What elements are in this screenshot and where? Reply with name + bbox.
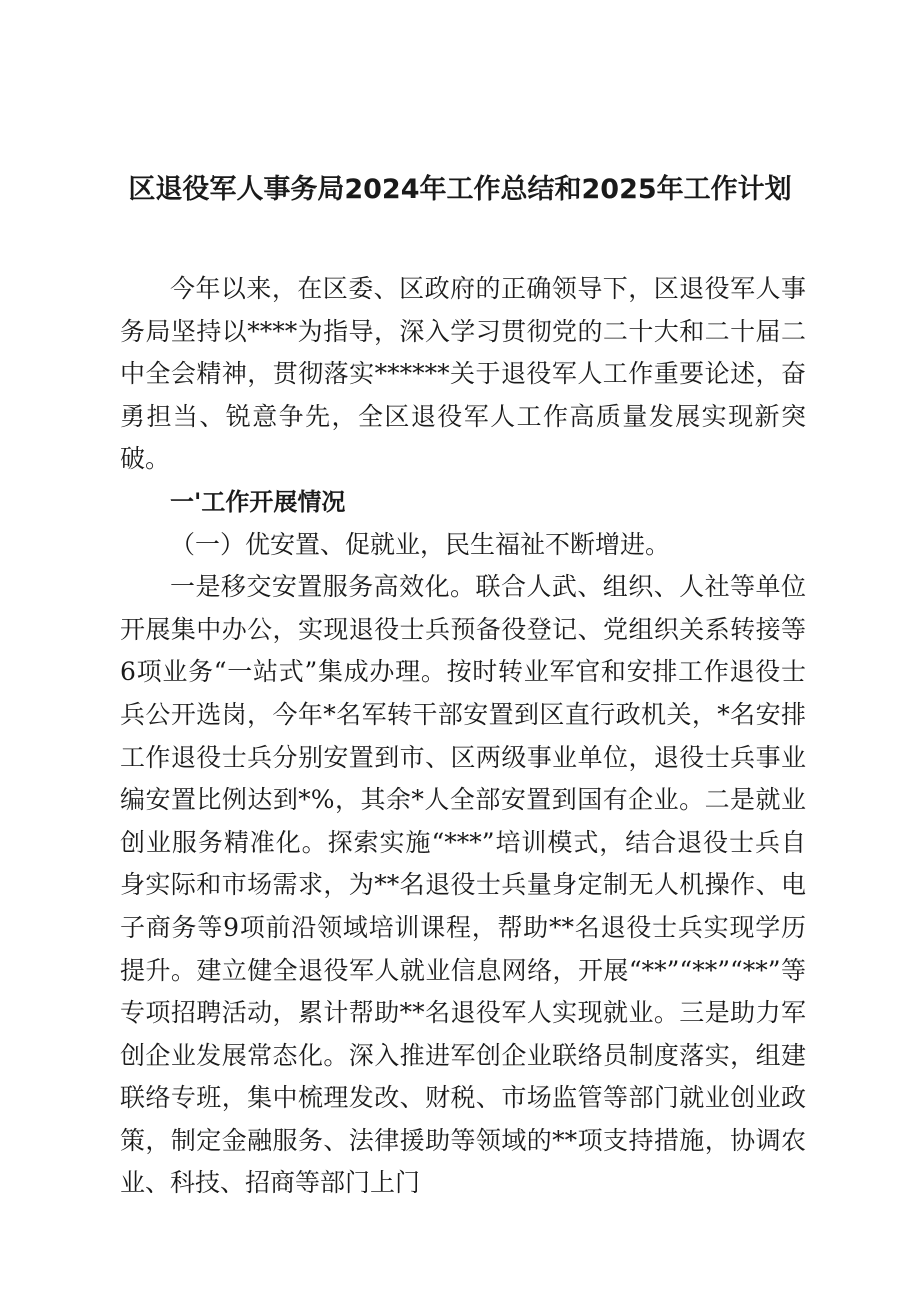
section-heading: 一'工作开展情况 <box>170 487 346 516</box>
body-paragraph: 一是移交安置服务高效化。联合人武、组织、人社等单位开展集中办公，实现退役士兵预备役登记、党组织关系转接等6项业务“一站式”集成办理。按时转业军官和安排工作退役士兵公开选岗，今年*名军转干部安置到区直行政机关，*名安排工作退役士兵分别安置到市、区两级事业单位，退役士兵事业编安置比例达到*%，其余*人全部安置到国有企业。二是就业创业服务精准化。探索实施“***”培训模式，结合退役士兵自身实际和市场需求，为**名退役士兵量身定制无人机操作、电子商务等9项前沿领域培训课程，帮助**名退役士兵实现学历提升。建立健全退役军人就业信息网络，开展“**”“**”“**”等专项招聘活动，累计帮助**名退役军人实现就业。三是助力军创企业发展常态化。深入推进军创企业联络员制度落实，组建联络专班，集中梳理发改、财税、市场监管等部门就业创业政策，制定金融服务、法律援助等领域的**项支持措施，协调农业、科技、招商等部门上门 <box>120 572 806 1198</box>
subsection-heading: （一）优安置、促就业，民生福祉不断增进。 <box>170 529 671 559</box>
intro-paragraph: 今年以来，在区委、区政府的正确领导下，区退役军人事务局坚持以****为指导，深入学习贯彻党的二十大和二十届二中全会精神，贯彻落实******关于退役军人工作重要论述，奋勇担当、锐意争先，全区退役军人工作高质量发展实现新突破。 <box>120 274 806 474</box>
document-body <box>120 268 806 1205</box>
document-title: 区退役军人事务局2024年工作总结和2025年工作计划 <box>128 174 792 205</box>
